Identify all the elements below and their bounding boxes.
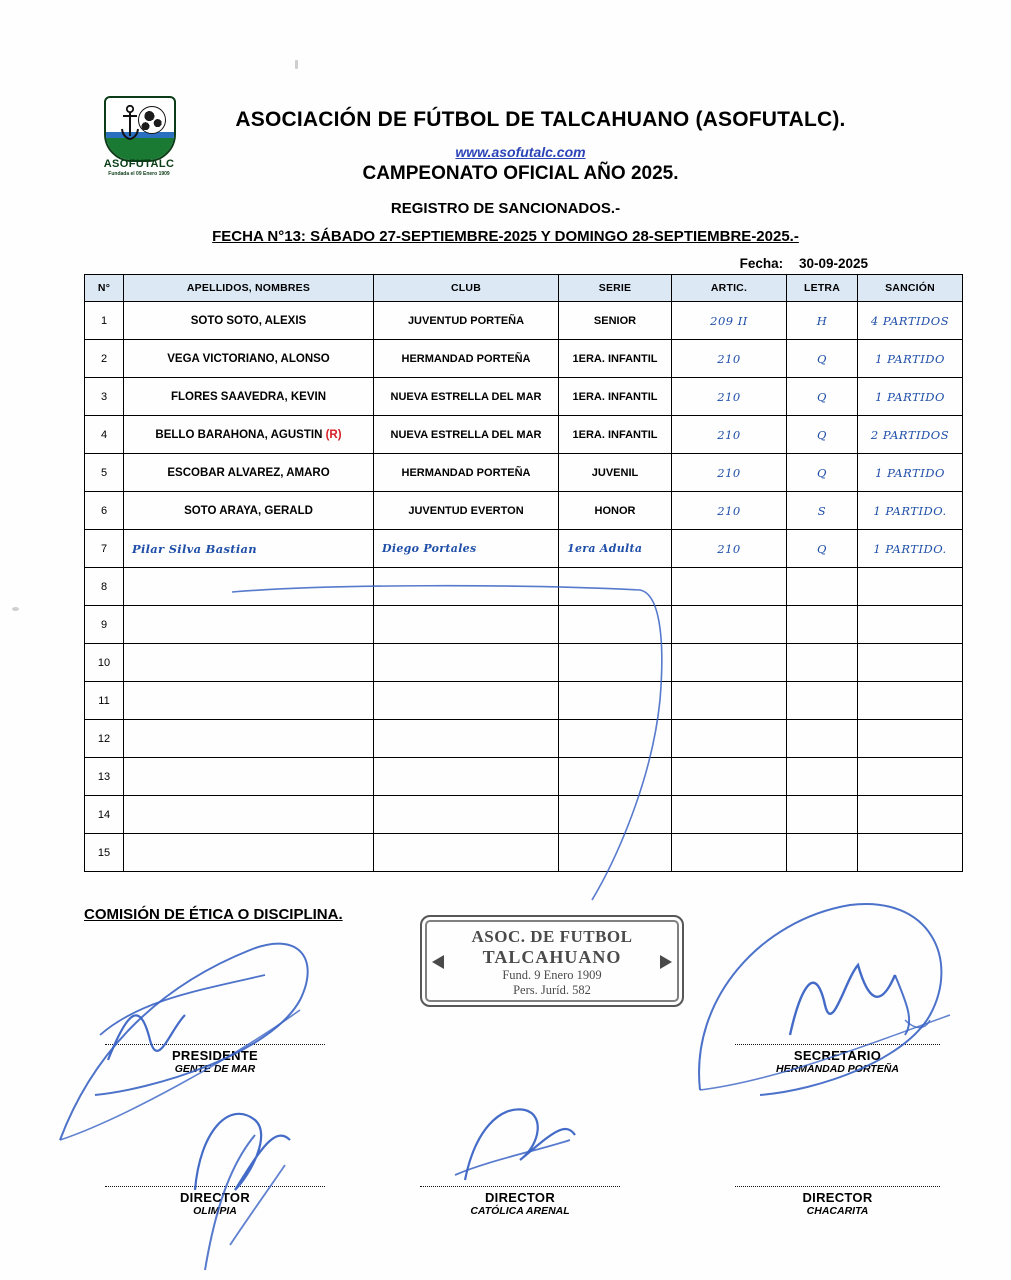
cell-club: JUVENTUD EVERTON [374, 492, 559, 530]
cell-letter: H [787, 302, 858, 340]
cell-sanction: 1 PARTIDO [858, 454, 963, 492]
cell-letter: Q [787, 340, 858, 378]
table-row [85, 606, 963, 644]
cell-player-name: VEGA VICTORIANO, ALONSO [124, 340, 374, 378]
cell-player-name: SOTO SOTO, ALEXIS [124, 302, 374, 340]
cell-number: 11 [85, 682, 124, 720]
cell-letter [787, 796, 858, 834]
signature-role: SECRETARIO [793, 1048, 882, 1063]
stamp-ornament-right-icon [660, 955, 672, 969]
cell-letter: S [787, 492, 858, 530]
cell-article [672, 606, 787, 644]
cell-player-name: BELLO BARAHONA, AGUSTIN (R) [124, 416, 374, 454]
cell-sanction [858, 796, 963, 834]
signature-club: HERMANDAD PORTEÑA [776, 1063, 899, 1075]
cell-number: 10 [85, 644, 124, 682]
cell-player-name [124, 606, 374, 644]
cell-letter [787, 682, 858, 720]
stamp-ornament-left-icon [432, 955, 444, 969]
table-row [85, 682, 963, 720]
cell-player-name [124, 834, 374, 872]
cell-club [374, 796, 559, 834]
cell-player-name: ESCOBAR ALVAREZ, AMARO [124, 454, 374, 492]
cell-serie: SENIOR [559, 302, 672, 340]
cell-sanction: 4 PARTIDOS [858, 302, 963, 340]
table-row [85, 340, 963, 378]
cell-number: 15 [85, 834, 124, 872]
table-row [85, 644, 963, 682]
table-row [85, 834, 963, 872]
cell-article [672, 796, 787, 834]
cell-number: 5 [85, 454, 124, 492]
signature-line [420, 1186, 620, 1187]
column-header-sancion: SANCIÓN [858, 275, 963, 302]
table-row [85, 454, 963, 492]
cell-letter: Q [787, 378, 858, 416]
ethics-commission-title: COMISIÓN DE ÉTICA O DISCIPLINA. [84, 906, 343, 923]
document-subtitle: REGISTRO DE SANCIONADOS.- [390, 200, 621, 217]
cell-serie [559, 568, 672, 606]
signature-line [105, 1044, 325, 1045]
cell-number: 13 [85, 758, 124, 796]
cell-article [672, 834, 787, 872]
cell-number: 4 [85, 416, 124, 454]
cell-article [672, 758, 787, 796]
cell-player-name [124, 682, 374, 720]
cell-letter [787, 758, 858, 796]
cell-player-name: Pilar Silva Bastian [124, 530, 374, 568]
scan-speck [295, 60, 298, 69]
reinstatement-marker: (R) [322, 428, 342, 441]
document-date [740, 256, 868, 271]
cell-serie [559, 720, 672, 758]
cell-sanction: 1 PARTIDO [858, 378, 963, 416]
cell-club: HERMANDAD PORTEÑA [374, 454, 559, 492]
column-header-number: N° [85, 275, 124, 302]
signature-line [735, 1044, 940, 1045]
cell-number: 6 [85, 492, 124, 530]
cell-letter: Q [787, 530, 858, 568]
matchday-title: FECHA N°13: SÁBADO 27-SEPTIEMBRE-2025 Y DOMINGO 28-SEPTIEMBRE-2025.- [212, 228, 799, 245]
cell-article: 210 [672, 416, 787, 454]
column-header-name: APELLIDOS, NOMBRES [124, 275, 374, 302]
cell-club [374, 720, 559, 758]
cell-number: 7 [85, 530, 124, 568]
cell-number: 12 [85, 720, 124, 758]
cell-letter [787, 644, 858, 682]
table-row [85, 796, 963, 834]
cell-letter: Q [787, 416, 858, 454]
signature-role: DIRECTOR [802, 1190, 873, 1205]
cell-club: NUEVA ESTRELLA DEL MAR [374, 378, 559, 416]
table-body [85, 302, 963, 872]
signature-club: CHACARITA [806, 1205, 869, 1217]
table-row [85, 758, 963, 796]
cell-club [374, 568, 559, 606]
cell-number: 8 [85, 568, 124, 606]
cell-sanction: 2 PARTIDOS [858, 416, 963, 454]
cell-article: 210 [672, 492, 787, 530]
signature-block-secretario [735, 1044, 940, 1075]
cell-article: 209 II [672, 302, 787, 340]
cell-letter: Q [787, 454, 858, 492]
stamp-line-2: TALCAHUANO [482, 947, 622, 967]
cell-player-name [124, 720, 374, 758]
cell-player-name [124, 568, 374, 606]
cell-number: 9 [85, 606, 124, 644]
cell-serie [559, 834, 672, 872]
logo-name: ASOFUTALC [103, 158, 175, 170]
cell-serie [559, 682, 672, 720]
signature-role: DIRECTOR [179, 1190, 251, 1205]
cell-sanction [858, 682, 963, 720]
table-row [85, 492, 963, 530]
cell-player-name [124, 644, 374, 682]
cell-club: Diego Portales [374, 530, 559, 568]
cell-player-name [124, 758, 374, 796]
cell-article: 210 [672, 378, 787, 416]
cell-sanction [858, 568, 963, 606]
stamp-line-3: Fund. 9 Enero 1909 [502, 968, 602, 982]
cell-sanction [858, 758, 963, 796]
column-header-artic: ARTIC. [672, 275, 787, 302]
cell-serie [559, 644, 672, 682]
column-header-letra: LETRA [787, 275, 858, 302]
cell-club: JUVENTUD PORTEÑA [374, 302, 559, 340]
scan-speck [12, 607, 19, 611]
cell-club: NUEVA ESTRELLA DEL MAR [374, 416, 559, 454]
cell-letter [787, 606, 858, 644]
championship-title: CAMPEONATO OFICIAL AÑO 2025. [362, 163, 679, 184]
cell-club [374, 834, 559, 872]
table-row [85, 378, 963, 416]
cell-sanction [858, 644, 963, 682]
cell-number: 14 [85, 796, 124, 834]
cell-serie: 1ERA. INFANTIL [559, 378, 672, 416]
table-row [85, 568, 963, 606]
cell-serie: 1ERA. INFANTIL [559, 340, 672, 378]
signature-block-director-chacarita [735, 1186, 940, 1217]
signature-club: CATÓLICA ARENAL [470, 1205, 570, 1217]
cell-club: HERMANDAD PORTEÑA [374, 340, 559, 378]
table-row [85, 530, 963, 568]
signature-block-presidente [105, 1044, 325, 1075]
cell-sanction [858, 606, 963, 644]
cell-player-name: SOTO ARAYA, GERALD [124, 492, 374, 530]
stamp-line-1: ASOC. DE FUTBOL [471, 927, 633, 946]
signature-line [105, 1186, 325, 1187]
table-header-row [85, 275, 963, 302]
page-title: ASOCIACIÓN DE FÚTBOL DE TALCAHUANO (ASOFUTALC). [235, 108, 846, 131]
signature-role: PRESIDENTE [171, 1048, 259, 1063]
table-row [85, 302, 963, 340]
cell-sanction: 1 PARTIDO. [858, 492, 963, 530]
column-header-serie: SERIE [559, 275, 672, 302]
cell-number: 2 [85, 340, 124, 378]
cell-article: 210 [672, 454, 787, 492]
cell-number: 1 [85, 302, 124, 340]
cell-article [672, 568, 787, 606]
stamp-line-4: Pers. Juríd. 582 [513, 983, 591, 997]
table-row [85, 416, 963, 454]
cell-article: 210 [672, 340, 787, 378]
official-stamp [420, 915, 684, 1007]
cell-letter [787, 568, 858, 606]
cell-serie: HONOR [559, 492, 672, 530]
date-value: 30-09-2025 [798, 256, 868, 271]
cell-article [672, 644, 787, 682]
cell-letter [787, 720, 858, 758]
signature-block-director-olimpia [105, 1186, 325, 1217]
cell-article [672, 682, 787, 720]
cell-sanction: 1 PARTIDO. [858, 530, 963, 568]
signature-club: GENTE DE MAR [174, 1063, 256, 1075]
cell-letter [787, 834, 858, 872]
cell-sanction: 1 PARTIDO [858, 340, 963, 378]
table-row [85, 720, 963, 758]
sanctions-table [84, 274, 963, 872]
cell-serie [559, 796, 672, 834]
cell-article [672, 720, 787, 758]
website-link[interactable]: www.asofutalc.com [455, 144, 586, 160]
cell-sanction [858, 720, 963, 758]
logo-founded: Fundada el 09 Enero 1909 [108, 171, 170, 177]
cell-serie [559, 758, 672, 796]
cell-serie: JUVENIL [559, 454, 672, 492]
cell-player-name: FLORES SAAVEDRA, KEVIN [124, 378, 374, 416]
cell-serie: 1era Adulta [559, 530, 672, 568]
cell-sanction [858, 834, 963, 872]
cell-article: 210 [672, 530, 787, 568]
cell-serie: 1ERA. INFANTIL [559, 416, 672, 454]
cell-club [374, 682, 559, 720]
cell-number: 3 [85, 378, 124, 416]
cell-club [374, 644, 559, 682]
signature-block-director-catolica [420, 1186, 620, 1217]
column-header-club: CLUB [374, 275, 559, 302]
signature-club: OLIMPIA [193, 1205, 237, 1217]
cell-club [374, 606, 559, 644]
cell-serie [559, 606, 672, 644]
signature-role: DIRECTOR [484, 1190, 556, 1205]
date-label: Fecha: [739, 256, 784, 271]
cell-player-name [124, 796, 374, 834]
signature-line [735, 1186, 940, 1187]
cell-club [374, 758, 559, 796]
